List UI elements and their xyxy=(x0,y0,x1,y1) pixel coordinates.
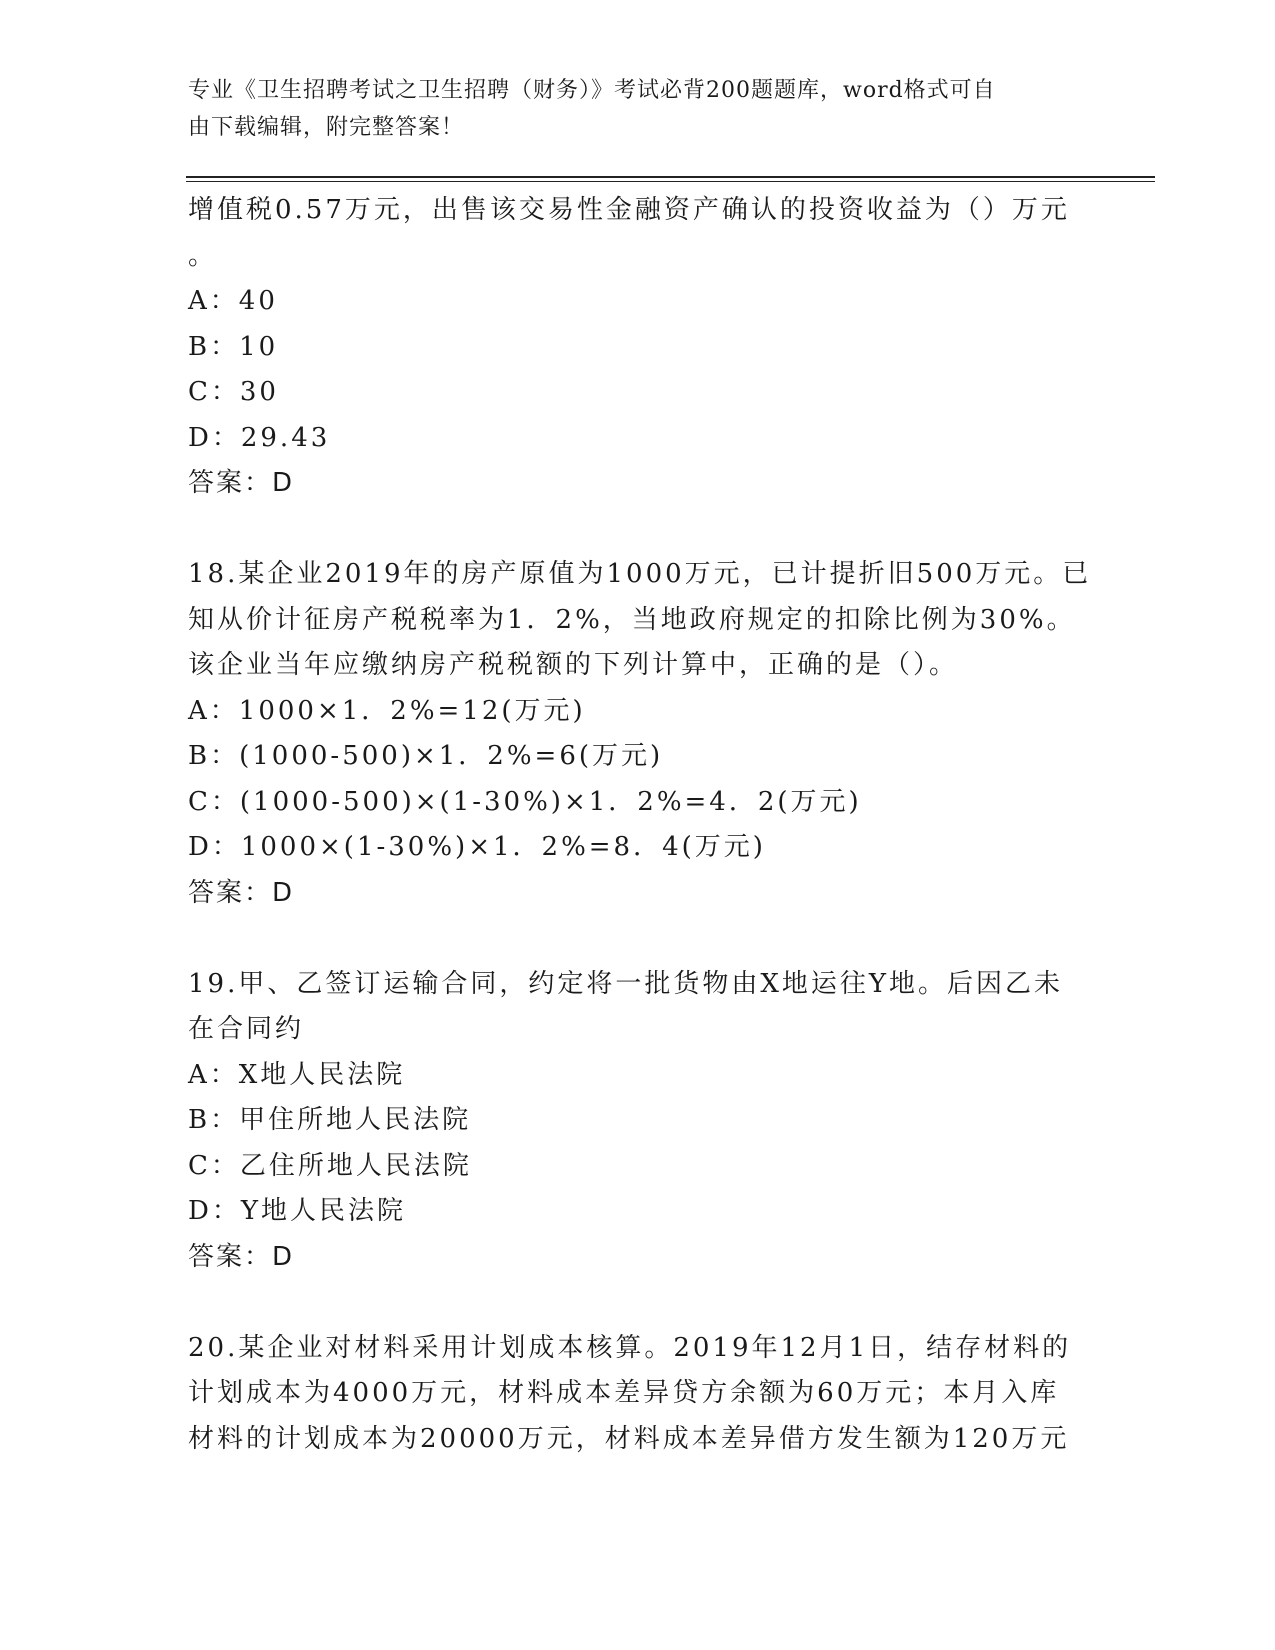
answer-line: 答案：D xyxy=(188,1241,295,1272)
option-d: D：1000×(1-30%)×1．2%=8．4(万元) xyxy=(188,832,766,862)
option-a: A：40 xyxy=(188,286,278,316)
question-17 xyxy=(188,188,1088,507)
question-stem-line: 增值税0.57万元，出售该交易性金融资产确认的投资收益为（）万元 xyxy=(188,195,1070,225)
option-a: A：X地人民法院 xyxy=(188,1059,406,1090)
spacer xyxy=(188,916,1088,962)
question-stem-line: 该企业当年应缴纳房产税税额的下列计算中，正确的是（）。 xyxy=(188,650,959,680)
header-divider-thick xyxy=(186,176,1155,178)
question-20 xyxy=(188,1326,1088,1463)
option-b: B：甲住所地人民法院 xyxy=(188,1105,472,1135)
question-stem-line: 。 xyxy=(188,240,218,271)
question-content xyxy=(188,188,1092,1462)
option-c: C：(1000-500)×(1-30%)×1．2%=4．2(万元) xyxy=(188,786,862,817)
option-b: B：10 xyxy=(188,331,279,362)
option-a: A：1000×1．2%=12(万元) xyxy=(188,695,586,726)
question-18 xyxy=(188,552,1092,916)
header-divider-thin xyxy=(186,181,1155,182)
spacer xyxy=(188,1280,1088,1326)
question-stem-line: 计划成本为4000万元，材料成本差异贷方余额为60万元；本月入库 xyxy=(188,1378,1060,1408)
question-stem-line: 20.某企业对材料采用计划成本核算。2019年12月1日，结存材料的 xyxy=(188,1332,1072,1363)
option-c: C：乙住所地人民法院 xyxy=(188,1150,472,1181)
header-line-1: 专业《卫生招聘考试之卫生招聘（财务）》考试必背200题题库，word格式可自 xyxy=(188,78,996,103)
document-header xyxy=(188,72,1068,146)
spacer xyxy=(188,507,1088,553)
option-d: D：Y地人民法院 xyxy=(188,1196,407,1226)
option-d: D：29.43 xyxy=(188,422,331,453)
option-b: B：(1000-500)×1．2%=6(万元) xyxy=(188,741,664,771)
answer-line: 答案：D xyxy=(188,468,295,498)
answer-line: 答案：D xyxy=(188,877,295,908)
header-line-2: 由下载编辑，附完整答案！ xyxy=(188,115,465,140)
question-stem-line: 知从价计征房产税税率为1．2%，当地政府规定的扣除比例为30%。 xyxy=(188,604,1076,635)
question-19 xyxy=(188,962,1088,1281)
question-stem-line: 在合同约 xyxy=(188,1014,305,1044)
question-stem-line: 19.甲、乙签订运输合同，约定将一批货物由X地运往Y地。后因乙未 xyxy=(188,968,1064,999)
option-c: C：30 xyxy=(188,377,279,407)
question-stem-line: 18.某企业2019年的房产原值为1000万元，已计提折旧500万元。已 xyxy=(188,559,1092,589)
question-stem-line: 材料的计划成本为20000万元，材料成本差异借方发生额为120万元 xyxy=(188,1423,1070,1454)
